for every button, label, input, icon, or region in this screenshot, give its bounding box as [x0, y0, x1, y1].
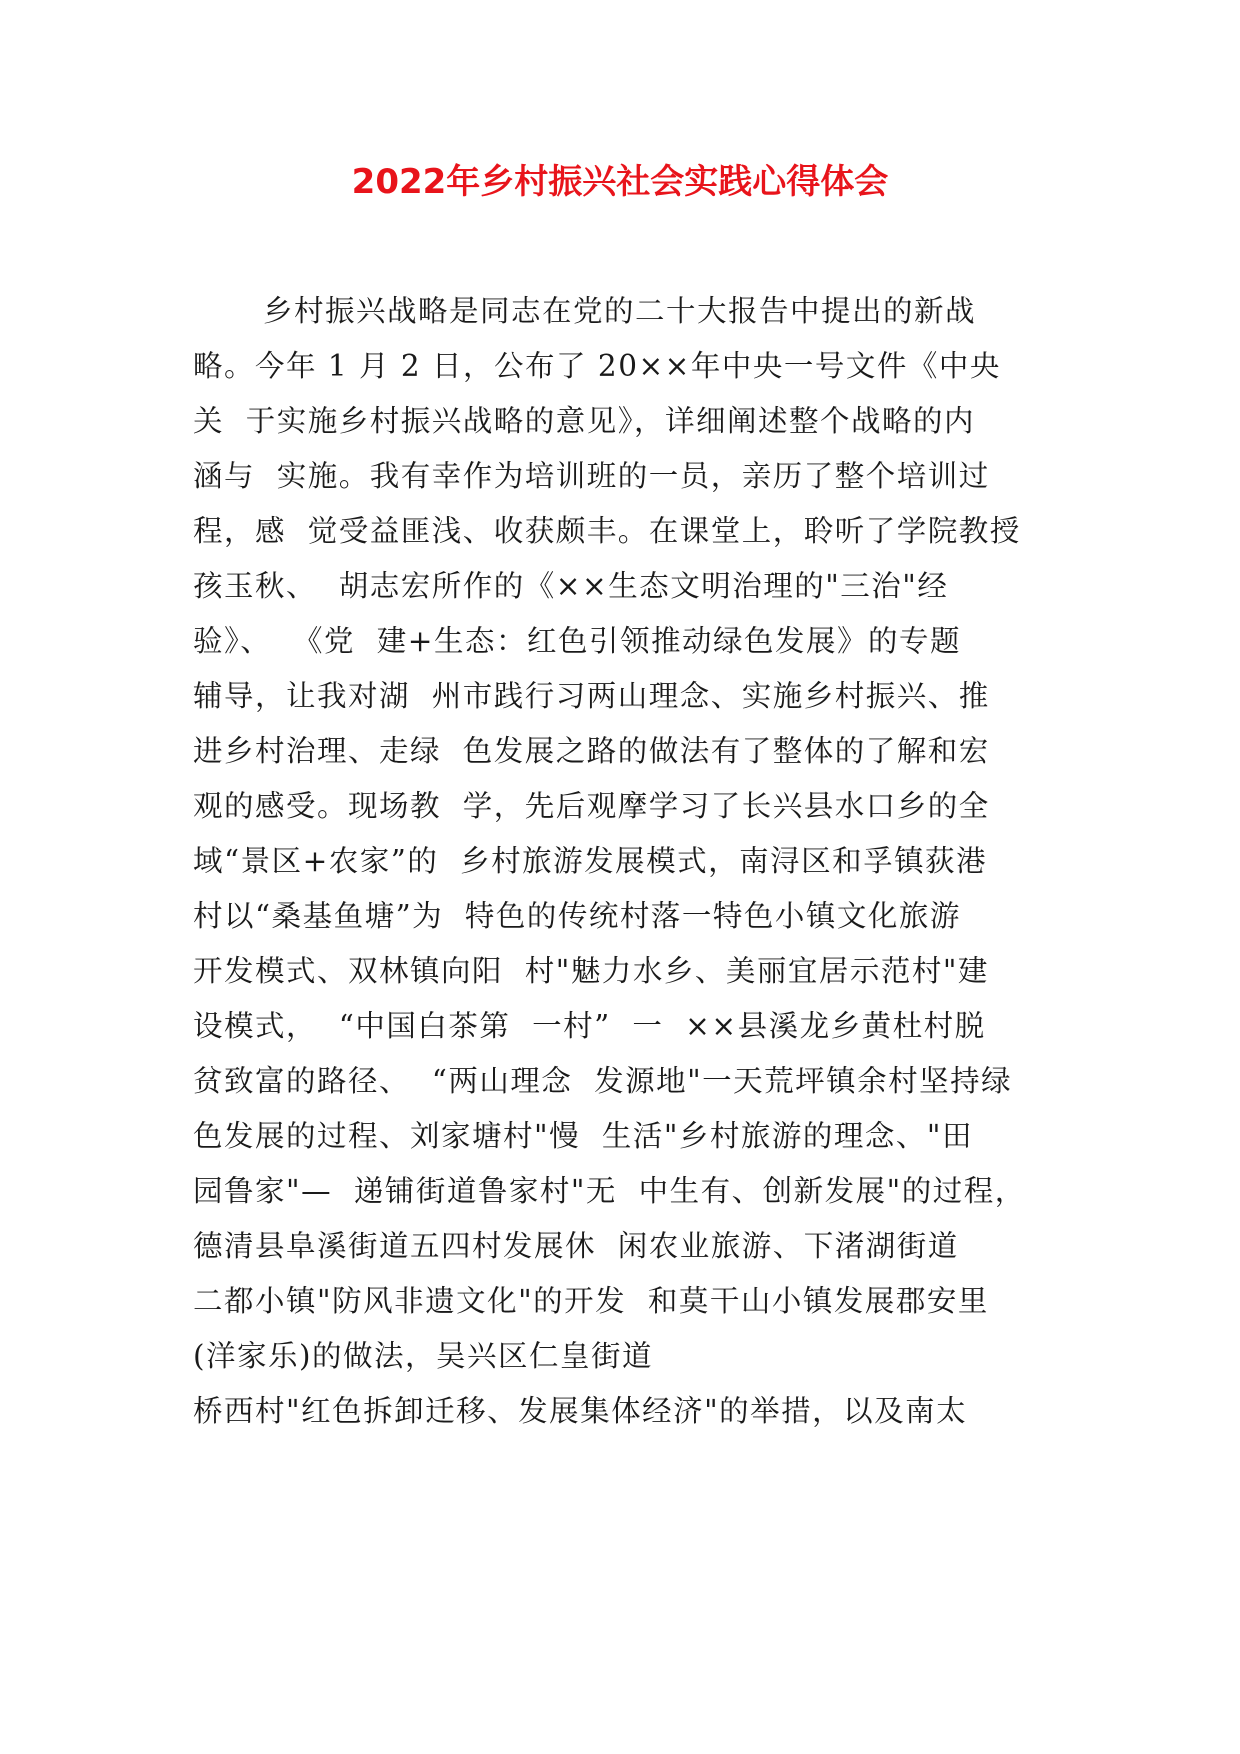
- body-line: 二都小镇"防风非遗文化"的开发 和莫干山小镇发展郡安里: [193, 1284, 989, 1318]
- body-line: 验》、 《党 建+生态：红色引领推动绿色发展》的专题: [193, 624, 961, 658]
- body-line: 程，感 觉受益匪浅、收获颇丰。在课堂上，聆听了学院教授: [193, 514, 1021, 548]
- body-line: 孩玉秋、 胡志宏所作的《××生态文明治理的"三治"经: [193, 569, 949, 603]
- body-line: 关 于实施乡村振兴战略的意见》，详细阐述整个战略的内: [193, 404, 976, 438]
- body-line: 进乡村治理、走绿 色发展之路的做法有了整体的了解和宏: [193, 734, 990, 768]
- body-line: 域“景区+农家”的 乡村旅游发展模式，南浔区和孚镇荻港: [193, 844, 988, 878]
- body-line: 涵与 实施。我有幸作为培训班的一员，亲历了整个培训过: [193, 459, 990, 493]
- body-line: 辅导，让我对湖 州市践行习两山理念、实施乡村振兴、推: [193, 679, 990, 713]
- body-line: 略。今年 1 月 2 日，公布了 20××年中央一号文件《中央: [193, 349, 1001, 383]
- body-line: 设模式， “中国白茶第 一村” 一 ××县溪龙乡黄杜村脱: [193, 1009, 986, 1043]
- body-line: 德清县阜溪街道五四村发展休 闲农业旅游、下渚湖街道: [193, 1229, 959, 1263]
- body-line: 贫致富的路径、 “两山理念 发源地"一天荒坪镇余村坚持绿: [193, 1064, 1013, 1098]
- body-line: 园鲁家"— 递铺街道鲁家村"无 中生有、创新发展"的过程，: [193, 1174, 1026, 1208]
- body-line: 观的感受。现场教 学，先后观摩学习了长兴县水口乡的全: [193, 789, 990, 823]
- document-body: [193, 284, 1093, 1439]
- body-line: 村以“桑基鱼塘”为 特色的传统村落一特色小镇文化旅游: [193, 899, 961, 933]
- body-line: 色发展的过程、刘家塘村"慢 生活"乡村旅游的理念、"田: [193, 1119, 973, 1153]
- document-title: 2022年乡村振兴社会实践心得体会: [351, 162, 889, 202]
- body-line: 乡村振兴战略是同志在党的二十大报告中提出的新战: [263, 294, 977, 328]
- body-line: 桥西村"红色拆卸迁移、发展集体经济"的举措，以及南太: [193, 1394, 968, 1428]
- body-line: (洋家乐)的做法，吴兴区仁皇街道: [193, 1339, 654, 1373]
- body-line: 开发模式、双林镇向阳 村"魅力水乡、美丽宜居示范村"建: [193, 954, 989, 988]
